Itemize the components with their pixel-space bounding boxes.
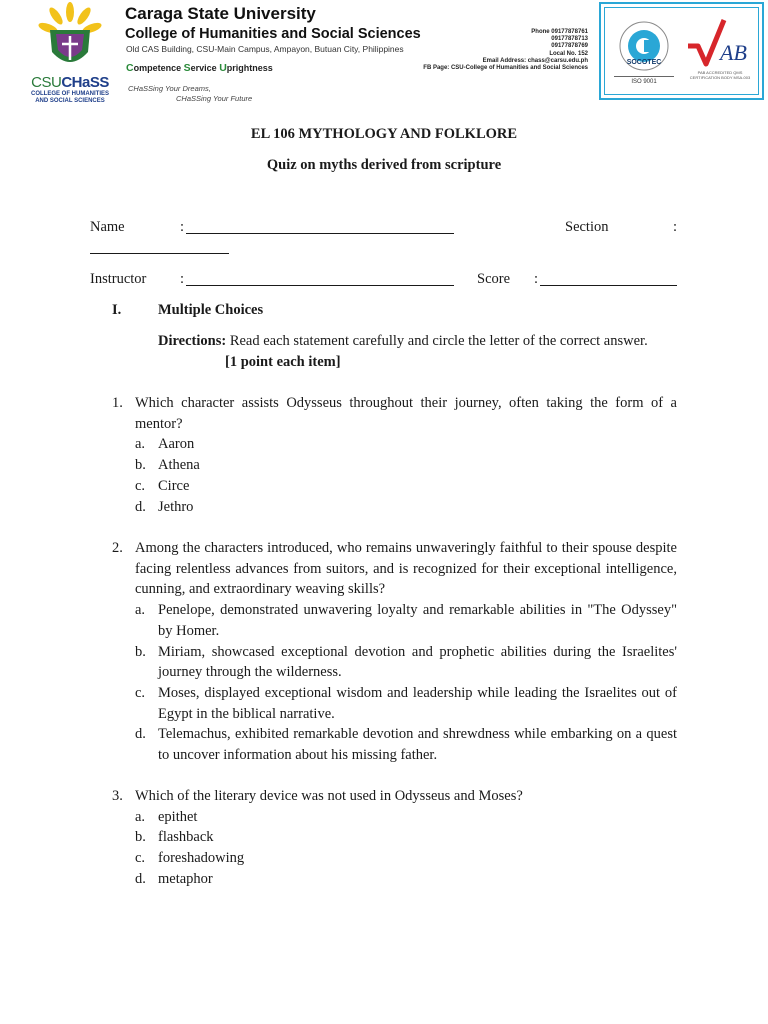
- name-colon: :: [180, 219, 185, 235]
- section-title: Multiple Choices: [158, 302, 264, 318]
- question-2: [112, 538, 677, 766]
- question-number: 2.: [112, 540, 123, 556]
- socotec-label: SOCOTEC: [626, 59, 662, 66]
- tagline-future: CHaSSing Your Future: [176, 94, 253, 103]
- pab-accreditation-icon: [684, 14, 754, 74]
- iso-label: ISO 9001: [614, 76, 674, 85]
- svg-text:AB: AB: [720, 40, 747, 65]
- sunflower-shield-icon: [38, 2, 102, 74]
- contact-info: Phone 09177878761 09177878713 09177878769 Local No. 152 Email Address: chass@carsu.edu.ph FB Page: CSU-College of Humanities and Social Sciences: [423, 29, 588, 72]
- motto: Competence Service Uprightness: [126, 62, 273, 74]
- tagline-dreams: CHaSSing Your Dreams,: [128, 84, 211, 93]
- question-text: Among the characters introduced, who remains unwaveringly faithful to their spouse despite facing relentless advances from suitors, and is recognized for their exceptional intelligence, cunning, and extraordinary weaving skills?: [135, 540, 677, 598]
- question-3: [112, 786, 677, 890]
- choice-item[interactable]: a. Aaron: [135, 436, 195, 453]
- college-address: Old CAS Building, CSU-Main Campus, Ampayon, Butuan City, Philippines: [126, 44, 404, 54]
- instructor-input[interactable]: [186, 285, 454, 286]
- pab-caption: PAB ACCREDITED QMS CERTIFICATION BODY MSA-003: [689, 70, 751, 80]
- instructor-label: Instructor: [90, 271, 147, 287]
- name-label: Name: [90, 219, 125, 235]
- quiz-title: Quiz on myths derived from scripture: [266, 157, 502, 173]
- instructor-colon: :: [180, 271, 185, 287]
- name-input[interactable]: [186, 233, 454, 234]
- question-1: [112, 393, 677, 517]
- logo-subtitle: COLLEGE OF HUMANITIES AND SOCIAL SCIENCES: [31, 91, 109, 104]
- course-title: EL 106 MYTHOLOGY AND FOLKLORE: [250, 126, 518, 142]
- university-name: Caraga State University: [125, 4, 316, 23]
- question-text: Which of the literary device was not used in Odysseus and Moses?: [135, 788, 523, 804]
- section-label: Section: [565, 219, 609, 235]
- choice-item[interactable]: c. Moses, displayed exceptional wisdom and leadership while leading the Israelites out of Egypt in the biblical narrative.: [135, 684, 677, 722]
- choice-item[interactable]: c. Circe: [135, 477, 190, 494]
- choice-item[interactable]: a. Penelope, demonstrated unwavering loyalty and remarkable abilities in "The Odyssey" by Homer.: [135, 602, 677, 639]
- choice-item[interactable]: d. Jethro: [135, 498, 194, 515]
- choice-item[interactable]: d. metaphor: [135, 870, 213, 887]
- score-input[interactable]: [540, 285, 677, 286]
- choice-item[interactable]: d. Telemachus, exhibited remarkable devotion and shrewdness while embarking on a quest to uncover information about his missing father.: [135, 726, 677, 764]
- csu-chass-logo: [28, 2, 112, 106]
- college-name: College of Humanities and Social Sciences: [125, 26, 421, 42]
- letterhead: [0, 0, 768, 110]
- question-number: 1.: [112, 395, 123, 411]
- score-label: Score: [477, 271, 511, 287]
- choice-item[interactable]: a. epithet: [135, 808, 198, 825]
- choice-item[interactable]: b. Athena: [135, 457, 200, 474]
- section-colon: :: [673, 219, 678, 235]
- choice-item[interactable]: b. flashback: [135, 829, 214, 846]
- points-note: [1 point each item]: [225, 354, 341, 370]
- question-text: Which character assists Odysseus throughout their journey, often taking the form of a mentor?: [135, 395, 677, 432]
- choice-item[interactable]: c. foreshadowing: [135, 850, 245, 867]
- question-number: 3.: [112, 788, 123, 804]
- section-input[interactable]: [90, 253, 229, 254]
- logo-wordmark: CSUCHaSS: [31, 74, 109, 91]
- directions: Directions: Read each statement carefully and circle the letter of the correct answer.: [158, 333, 648, 349]
- choice-item[interactable]: b. Miriam, showcased exceptional devotion and prophetic abilities during the Israelites' journey through the wilderness.: [135, 643, 677, 681]
- section-number: I.: [112, 302, 122, 318]
- score-colon: :: [534, 271, 539, 287]
